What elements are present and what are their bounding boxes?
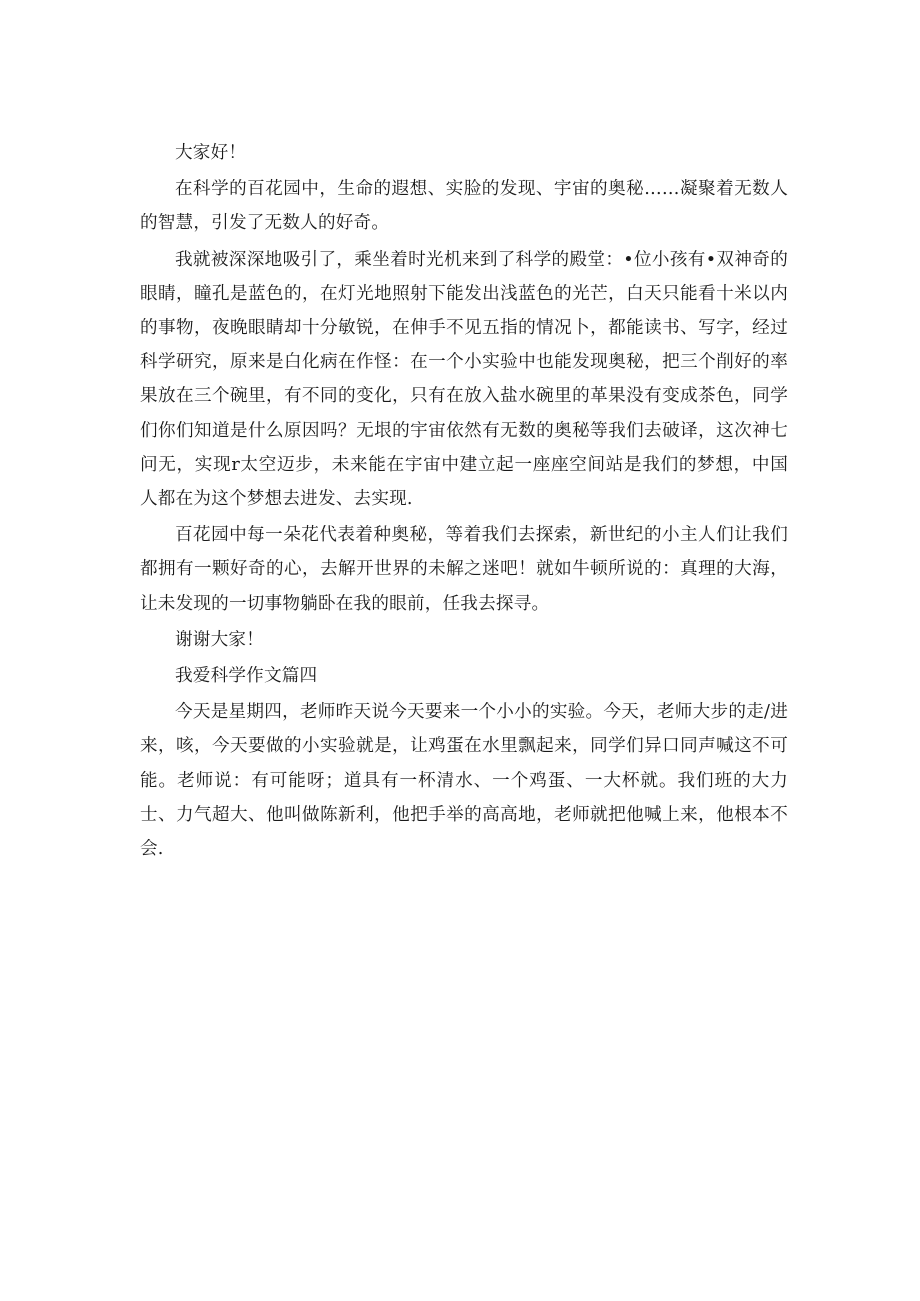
thanks-paragraph: 谢谢大家！ <box>175 629 264 650</box>
experiment-paragraph: 今天是星期四，老师昨天说今天要来一个小小的实验。今天，老师大步的走/进来，咳，今天要做的小实验就是，让鸡蛋在水里飘起来，同学们异口同声喊这不可能。老师说：有可能呀；道具有一杯清水、一个鸡蛋、一大杯就。我们班的大力士、力气超大、他叫做陈新利，他把手举的高高地，老师就把他喊上来，他根本不会. <box>140 702 788 860</box>
exploration-paragraph: 百花园中每一朵花代表着种奥秘，等着我们去探索，新世纪的小主人们让我们都拥有一颗好奇的心，去解开世界的未解之迷吧！就如牛顿所说的：真理的大海，让未发现的一切事物躺卧在我的眼前，任我去探寻。 <box>140 525 788 614</box>
intro-paragraph: 在科学的百花园中，生命的遐想、实脸的发现、宇宙的奥秘……凝聚着无数人的智慧，引发了无数人的好奇。 <box>140 179 788 234</box>
section-heading: 我爱科学作文篇四 <box>175 666 318 687</box>
document-body <box>140 136 788 866</box>
greeting-paragraph: 大家好！ <box>175 143 247 163</box>
science-hall-paragraph: 我就被深深地吸引了，乘坐着时光机来到了科学的殿堂：•位小孩有•双神奇的眼睛，瞳孔是蓝色的，在灯光地照射下能发出浅蓝色的光芒，白天只能看十米以内的事物，夜晚眼睛却十分敏锐，在伸手不见五指的情况卜，都能读书、写字，经过科学研究，原来是白化病在作怪：在一个小实验中也能发现奥秘，把三个削好的率果放在三个碗里，有不同的变化，只有在放入盐水碗里的革果没有变成茶色，同学们你们知道是什么原因吗？无垠的宇宙依然有无数的奥秘等我们去破译，这次神七问无，实现r太空迈步，未来能在宇宙中建立起一座座空间站是我们的梦想，中国人都在为这个梦想去进发、去实现. <box>140 249 788 510</box>
